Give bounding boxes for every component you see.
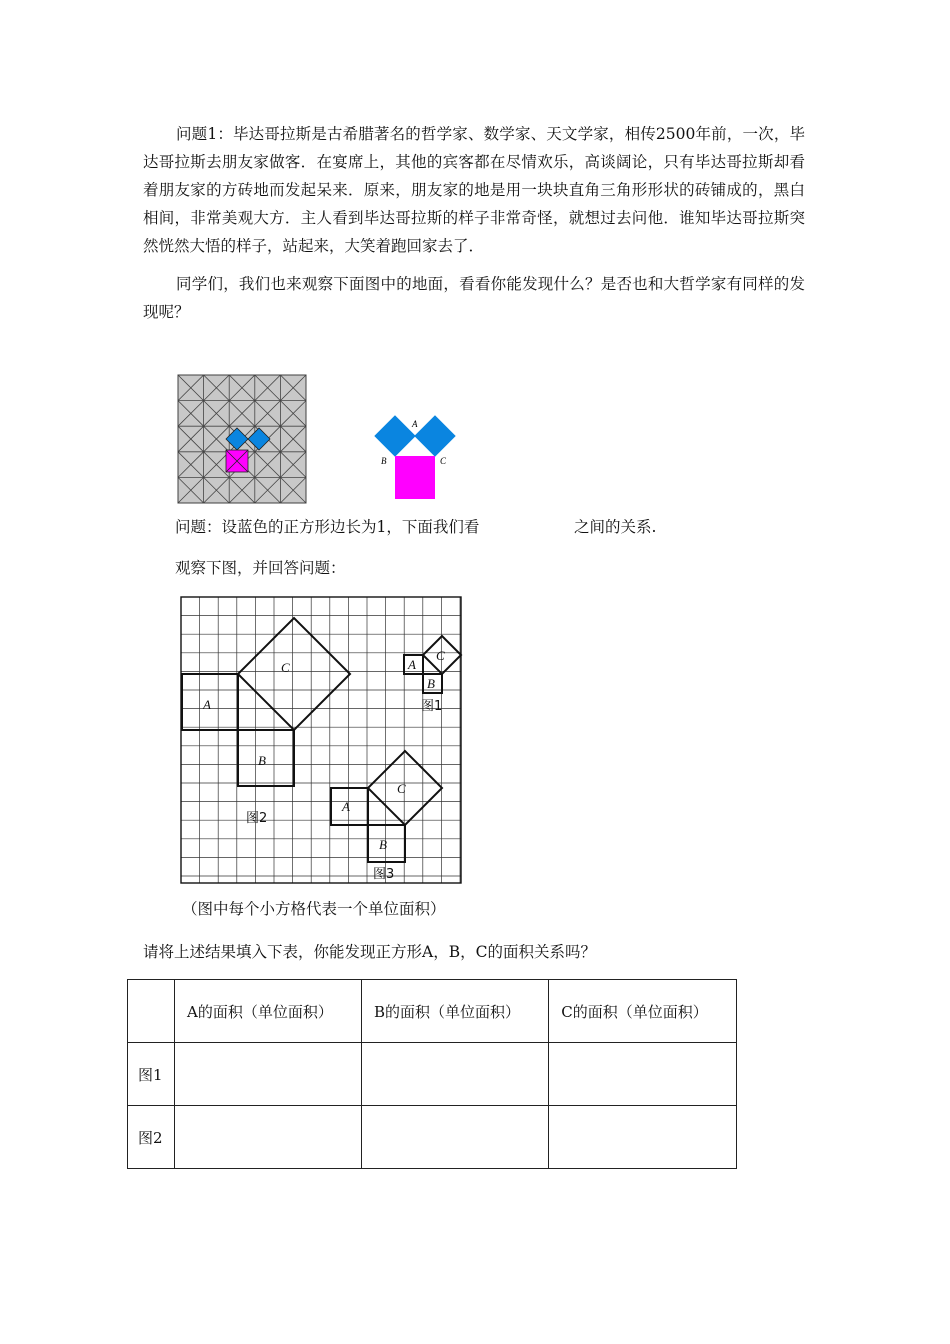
fig2-caption: 图2 [246,811,268,826]
grid-figure [181,597,463,885]
fig2-label-a: A [203,697,211,712]
fig1-label-a: A [408,657,416,672]
square-a-left [375,416,415,456]
table-corner-cell [128,980,175,1043]
observe-line: 观察下图，并回答问题： [175,559,346,577]
fig3-label-a: A [342,799,350,814]
fig1-label-c: C [436,648,445,663]
table-header-row [128,980,737,1043]
fig1-caption: 图1 [421,699,443,714]
header-a-area: A的面积（单位面积） [175,980,362,1043]
cell-fig2-b[interactable] [362,1106,549,1169]
grid-caption: （图中每个小方格代表一个单位面积） [182,900,446,918]
fig1-label-b: B [427,676,435,691]
intro-paragraph-2: 同学们，我们也来观察下面图中的地面，看看你能发现什么？是否也和大哲学家有同样的发现呢？ [143,275,805,321]
tile-floor-figure [178,375,306,503]
fig3-caption: 图3 [373,867,395,882]
fig2-label-c: C [281,660,290,675]
header-c-area: C的面积（单位面积） [549,980,737,1043]
fig2-square-c [238,618,350,730]
cell-fig1-b[interactable] [362,1043,549,1106]
fig3-label-b: B [379,837,387,852]
cell-fig2-a[interactable] [175,1106,362,1169]
table-row [128,1106,737,1169]
question-line-left: 问题：设蓝色的正方形边长为1，下面我们看 [175,518,480,536]
question-line-right: 之间的关系. [574,518,657,536]
fig2-label-b: B [258,753,266,768]
header-b-area: B的面积（单位面积） [362,980,549,1043]
row-label-fig2: 图2 [128,1106,175,1169]
table-row [128,1043,737,1106]
fig3-label-c: C [397,781,406,796]
results-table [127,979,737,1169]
square-a-right [415,416,455,456]
label-c: C [440,456,447,466]
square-c-magenta [395,456,435,499]
cell-fig1-a[interactable] [175,1043,362,1106]
fig2-square-b [238,730,294,786]
table-prompt: 请将上述结果填入下表，你能发现正方形A，B，C的面积关系吗？ [143,943,596,961]
label-a: A [412,419,418,429]
label-b: B [381,456,387,466]
cell-fig2-c[interactable] [549,1106,737,1169]
cell-fig1-c[interactable] [549,1043,737,1106]
row-label-fig1: 图1 [128,1043,175,1106]
intro-paragraph-1: 问题1：毕达哥拉斯是古希腊著名的哲学家、数学家、天文学家，相传2500年前，一次，毕达哥拉斯去朋友家做客．在宴席上，其他的宾客都在尽情欢乐，高谈阔论，只有毕达哥拉斯却看着朋友家的方砖地而发起呆来．原来，朋友家的地是用一块块直角三角形形状的砖铺成的，黑白相间，非常美观大方．主人看到毕达哥拉斯的样子非常奇怪，就想过去问他．谁知毕达哥拉斯突然恍然大悟的样子，站起来，大笑着跑回家去了． [143,125,805,255]
